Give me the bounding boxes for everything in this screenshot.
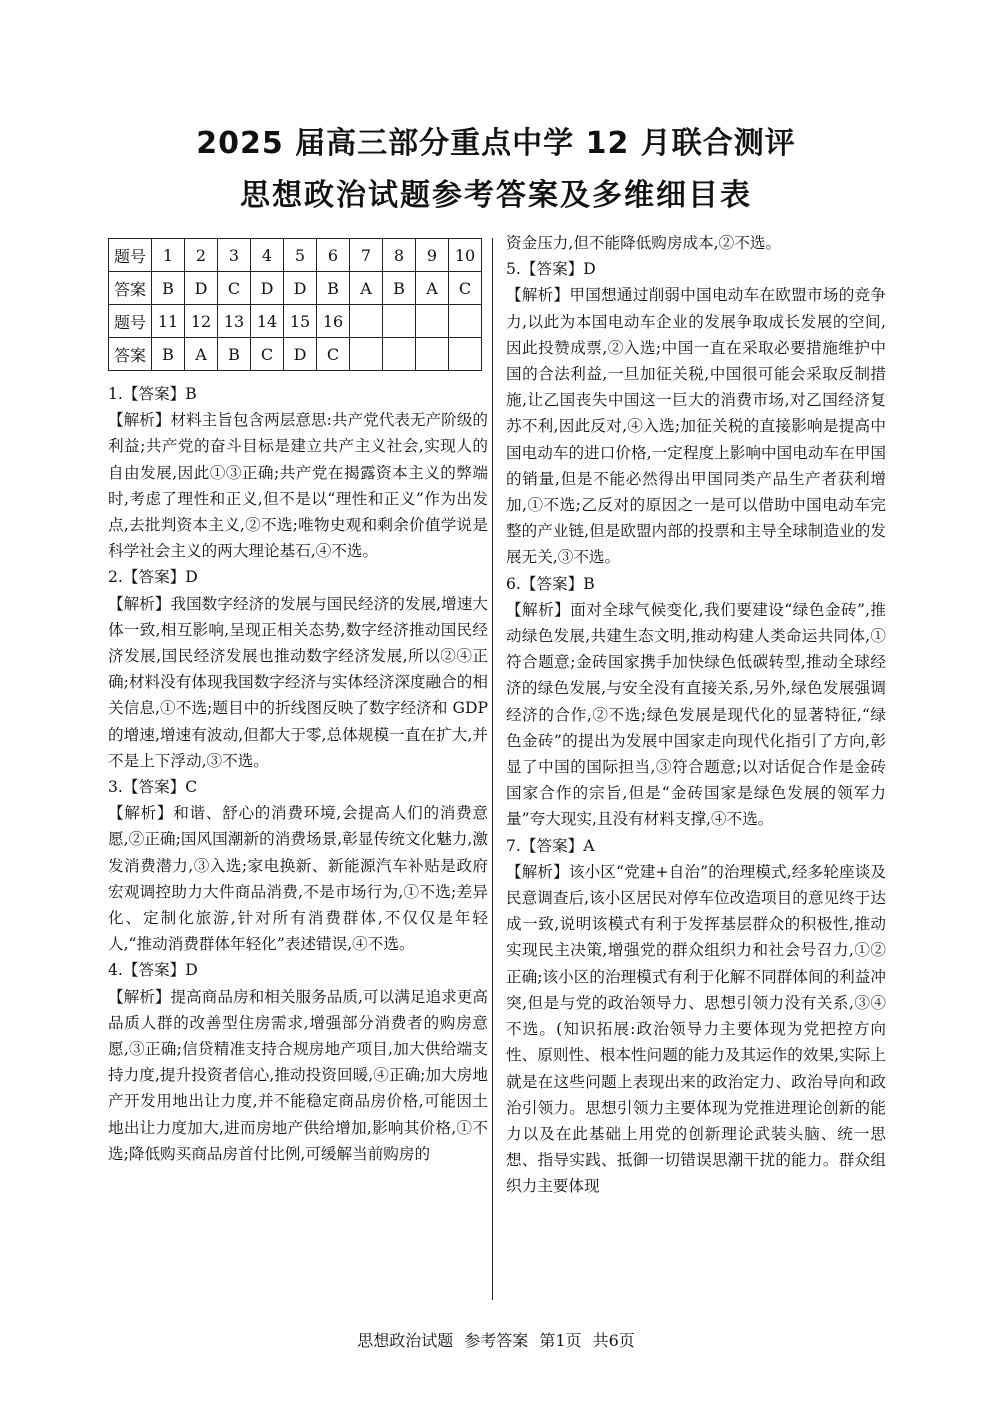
explanation-7: 【解析】该小区“党建+自治”的治理模式,经多轮座谈及民意调查后,该小区居民对停车位改造项目的意见终于达成一致,说明该模式有利于发挥基层群众的积极性,推动实现民主决策,增强党的群众组织力和社会号召力,①②正确;该小区的治理模式有利于化解不同群体间的利益冲突,但是与党的政治领导力、思想引领力没有关系,③④不选。(知识拓展:政治领导力主要体现为党把控方向性、原则性、根本性问题的能力及其运作的效果,实际上就是在这些问题上表现出来的政治定力、政治导向和政治引领力。思想引领力主要体现为党推进理论创新的能力以及在此基础上用党的创新理论武装头脑、统一思想、指导实践、抵御一切错误思潮干扰的能力。群众组织力主要体现 <box>506 862 886 1196</box>
table-cell: B <box>152 272 185 305</box>
table-cell: C <box>449 272 482 305</box>
table-cell <box>449 305 482 338</box>
table-cell: B <box>317 272 350 305</box>
answer-heading-7: 7.【答案】A <box>506 836 595 855</box>
table-cell: 8 <box>383 239 416 272</box>
table-row-answers-2 <box>109 338 482 371</box>
table-cell: 13 <box>218 305 251 338</box>
row-label: 答案 <box>109 272 152 305</box>
table-cell: 16 <box>317 305 350 338</box>
answer-heading-2: 2.【答案】D <box>108 568 198 587</box>
table-row-answers-1 <box>109 272 482 305</box>
table-cell: 15 <box>284 305 317 338</box>
answer-heading-5: 5.【答案】D <box>506 260 596 279</box>
table-cell: D <box>185 272 218 305</box>
table-cell: 6 <box>317 239 350 272</box>
answer-heading-4: 4.【答案】D <box>108 961 198 980</box>
table-cell: 12 <box>185 305 218 338</box>
row-label: 题号 <box>109 305 152 338</box>
table-row-numbers-2 <box>109 305 482 338</box>
explanation-3: 【解析】和谐、舒心的消费环境,会提高人们的消费意愿,②正确;国风国潮新的消费场景,彰显传统文化魅力,激发消费潜力,③入选;家电换新、新能源汽车补贴是政府宏观调控助力大件商品消费,不是市场行为,①不选;差异化、定制化旅游,针对所有消费群体,不仅仅是年轻人,“推动消费群体年轻化”表述错误,④不选。 <box>108 804 488 954</box>
table-cell <box>383 305 416 338</box>
answer-heading-3: 3.【答案】C <box>108 778 198 797</box>
table-cell: 11 <box>152 305 185 338</box>
table-cell: B <box>383 272 416 305</box>
table-cell: 1 <box>152 239 185 272</box>
explanation-4: 【解析】提高商品房和相关服务品质,可以满足追求更高品质人群的改善型住房需求,增强部分消费者的购房意愿,③正确;信贷精准支持合规房地产项目,加大供给端支持力度,提升投资者信心,推动投资回暖,④正确;加大房地产开发用地出让力度,并不能稳定商品房价格,可能因土地出让力度加大,进而房地产供给增加,影响其价格,①不选;降低购买商品房首付比例,可缓解当前购房的 <box>108 987 488 1163</box>
table-cell: 5 <box>284 239 317 272</box>
table-cell: 14 <box>251 305 284 338</box>
right-column <box>506 230 886 1200</box>
table-cell <box>383 338 416 371</box>
table-cell: 4 <box>251 239 284 272</box>
table-cell: A <box>185 338 218 371</box>
table-cell: B <box>152 338 185 371</box>
table-cell: A <box>416 272 449 305</box>
table-cell: 3 <box>218 239 251 272</box>
table-cell: 9 <box>416 239 449 272</box>
left-column <box>108 381 488 1167</box>
table-cell: C <box>317 338 350 371</box>
answer-heading-6: 6.【答案】B <box>506 574 595 593</box>
table-row-numbers-1 <box>109 239 482 272</box>
table-cell: 2 <box>185 239 218 272</box>
page-footer: 思想政治试题 参考答案 第1页 共6页 <box>357 1331 635 1350</box>
table-cell: C <box>218 272 251 305</box>
table-cell: C <box>251 338 284 371</box>
table-cell: A <box>350 272 383 305</box>
page-subtitle: 思想政治试题参考答案及多维细目表 <box>240 178 752 213</box>
table-cell <box>449 338 482 371</box>
explanation-2: 【解析】我国数字经济的发展与国民经济的发展,增速大体一致,相互影响,呈现正相关态势,数字经济推动国民经济发展,国民经济发展也推动数字经济发展,所以②④正确;材料没有体现我国数字经济与实体经济深度融合的相关信息,①不选;题目中的折线图反映了数字经济和 GDP 的增速,增速有波动,但都大于零,总体规模一直在扩大,并不是上下浮动,③不选。 <box>108 594 488 770</box>
explanation-1: 【解析】材料主旨包含两层意思:共产党代表无产阶级的利益;共产党的奋斗目标是建立共产主义社会,实现人的自由发展,因此①③正确;共产党在揭露资本主义的弊端时,考虑了理性和正义,但不是以“理性和正义”作为出发点,去批判资本主义,②不选;唯物史观和剩余价值学说是科学社会主义的两大理论基石,④不选。 <box>108 411 488 561</box>
table-cell <box>350 338 383 371</box>
explanation-6: 【解析】面对全球气候变化,我们要建设“绿色金砖”,推动绿色发展,共建生态文明,推动构建人类命运共同体,①符合题意;金砖国家携手加快绿色低碳转型,推动全球经济的绿色发展,与安全没有直接关系,另外,绿色发展强调经济的合作,②不选;绿色发展是现代化的显著特征,“绿色金砖”的提出为发展中国家走向现代化指引了方向,彰显了中国的国际担当,③符合题意;以对话促合作是金砖国家合作的宗旨,但是“金砖国家是绿色发展的领军力量”夸大现实,且没有材料支撑,④不选。 <box>506 600 886 829</box>
table-cell <box>350 305 383 338</box>
table-cell: B <box>218 338 251 371</box>
row-label: 答案 <box>109 338 152 371</box>
explanation-5: 【解析】甲国想通过削弱中国电动车在欧盟市场的竞争力,以此为本国电动车企业的发展争取成长发展的空间,因此投赞成票,②入选;中国一直在采取必要措施维护中国的合法利益,一旦加征关税,中国很可能会采取反制措施,让乙国丧失中国这一巨大的消费市场,对乙国经济复苏不利,因此反对,④入选;加征关税的直接影响是提高中国电动车的进口价格,一定程度上影响中国电动车在甲国的销量,但是不能必然得出甲国同类产品生产者获利增加,①不选;乙反对的原因之一是可以借助中国电动车完整的产业链,但是欧盟内部的投票和主导全球制造业的发展无关,③不选。 <box>506 286 886 567</box>
table-cell: D <box>251 272 284 305</box>
table-cell: D <box>284 272 317 305</box>
explanation-4-continued: 资金压力,但不能降低购房成本,②不选。 <box>506 234 782 252</box>
table-cell: D <box>284 338 317 371</box>
answer-heading-1: 1.【答案】B <box>108 385 197 403</box>
table-cell <box>416 305 449 338</box>
table-cell: 10 <box>449 239 482 272</box>
row-label: 题号 <box>109 239 152 272</box>
column-divider <box>492 238 493 1300</box>
table-cell: 7 <box>350 239 383 272</box>
page-title: 2025 届高三部分重点中学 12 月联合测评 <box>196 126 796 161</box>
answer-table <box>108 238 482 371</box>
table-cell <box>416 338 449 371</box>
